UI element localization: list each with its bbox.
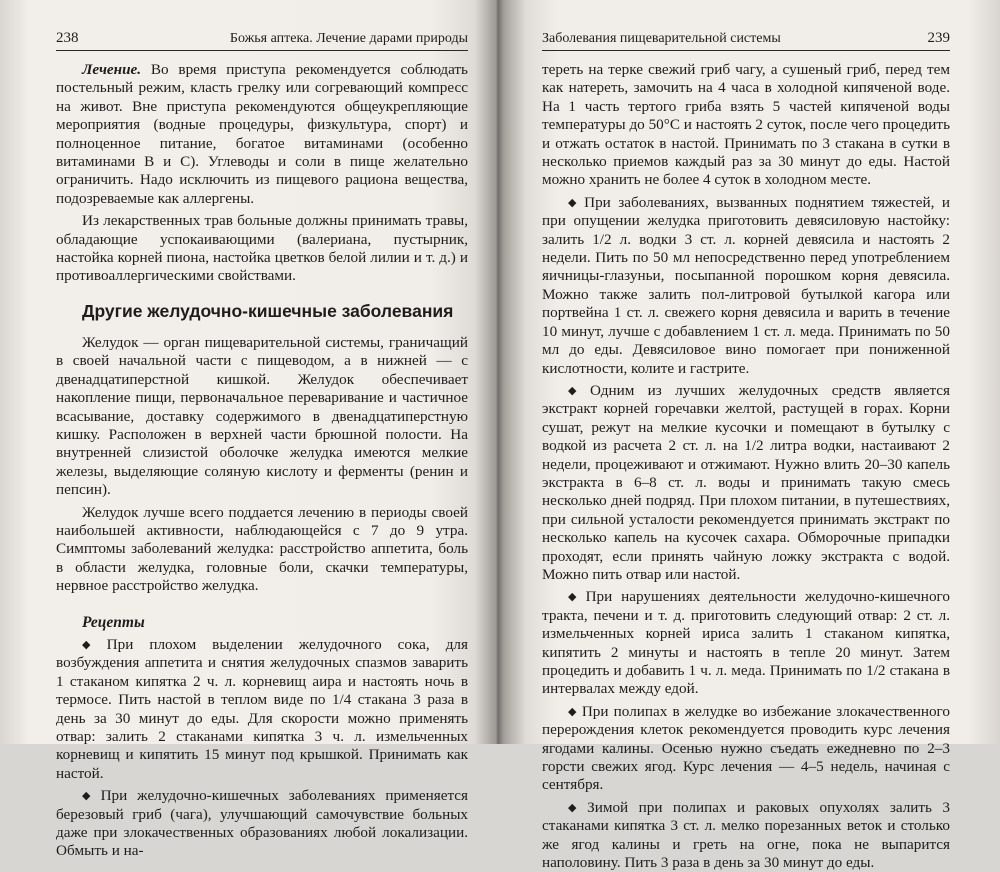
section-heading: Другие желудочно-кишечные заболевания	[82, 300, 454, 321]
recipe-item: ◆ При полипах в желудке во избежание злокачественного перерождения клеток рекомендуется проводить курс лечения ягодами калины. Осенью нужно съедать ежедневно по 2–3 горсти свежих ягод. Курс лечения — 4–5 недель, начиная с сентября.	[542, 702, 950, 794]
right-page-body	[542, 61, 950, 872]
diamond-bullet-icon: ◆	[568, 705, 578, 718]
diamond-bullet-icon: ◆	[568, 384, 586, 397]
paragraph-stomach: Желудок — орган пищеварительной системы, граничащий в своей начальной части с пищеводом, а в нижней — с двенадцатиперстной кишкой. Желудок обеспечивает накопление пищи, первоначальное переваривание и частичное всасывание, доставку содержимого в двенадцатиперстную кишку. Расположен в верхней части брюшной полости. На внутренней слизистой оболочке желудка имеются мелкие железы, выделяющие соляную кислоту и ферменты (ренин и пепсин).	[56, 333, 468, 499]
running-head-title-right: Заболевания пищеварительной системы	[542, 31, 781, 46]
run-in-heading: Лечение.	[82, 61, 142, 78]
page-number-right: 239	[927, 30, 950, 46]
diamond-bullet-icon: ◆	[568, 196, 581, 209]
diamond-bullet-icon: ◆	[82, 638, 103, 651]
paragraph-herbs: Из лекарственных трав больные должны принимать травы, обладающие успокаивающими (валериана, пустырник, настойка корней пиона, настойка цветков белой лилии и т. д.) и противоаллергическими свойствами.	[56, 212, 468, 285]
diamond-bullet-icon: ◆	[568, 801, 584, 814]
recipe-item: ◆ При заболеваниях, вызванных поднятием тяжестей, и при опущении желудка приготовить девясиловую настойку: залить 1/2 л. водки 3 ст. л. корней девясила и настоять 2 недели. Пить по 50 мл непосредственно перед употреблением яичницы-глазуньи, посыпанной порошком корня девясила. Можно также залить пол-литровой бутылкой кагора или портвейна 1 ст. л. свежего корня девясила и варить в течение 10 минут, лучше с добавлением 1 ст. л. меда. Принимать по 50 мл до еды. Девясиловое вино помогает при пониженной кислотности, колите и гастрите.	[542, 193, 950, 377]
paragraph-symptoms: Желудок лучше всего поддается лечению в периоды своей наибольшей активности, наблюдающейся с 7 до 9 утра. Симптомы заболеваний желудка: расстройство аппетита, боль в области желудка, головные боли, скачки температуры, нервное расстройство желудка.	[56, 503, 468, 595]
recipe-item: ◆ При желудочно-кишечных заболеваниях применяется березовый гриб (чага), улучшающий самочувствие больных даже при злокачественных образованиях любой локализации. Обмыть и на-	[56, 787, 468, 860]
page-number-left: 238	[56, 30, 79, 46]
recipe-item: ◆ Одним из лучших желудочных средств является экстракт корней горечавки желтой, растущей в горах. Корни сушат, режут на мелкие кусочки и помещают в бутылку с водкой из расчета 2 ст. л. на 1/2 литра водки, настаивают 2 недели, процеживают и отжимают. Нужно влить 20–30 капель экстракта в 6–8 ст. л. воды и принимать такую смесь несколько дней подряд. При плохом питании, в путешествиях, при сильной усталости рекомендуется принимать экстракт по несколько капель на кусочек сахара. Обморочные припадки проходят, если принять чайную ложку экстракта с водой. Можно пить отвар или настой.	[542, 381, 950, 583]
subsection-heading: Рецепты	[82, 613, 145, 631]
right-page	[498, 0, 1000, 872]
running-head-title-left: Божья аптека. Лечение дарами природы	[229, 31, 468, 46]
left-page	[0, 0, 498, 860]
recipe-item: ◆ При нарушениях деятельности желудочно-кишечного тракта, печени и т. д. приготовить следующий отвар: 2 ст. л. измельченных корней ириса залить 1 стаканом кипятка, кипятить 2 минуты и настоять в тепле 20 минут. Затем процедить и добавить 1 ч. л. меда. Принимать по 1/2 стакана в интервалах между едой.	[542, 588, 950, 698]
running-head-right	[542, 30, 950, 51]
paragraph-treatment: Лечение. Во время приступа рекомендуется соблюдать постельный режим, класть грелку или согревающий компресс на живот. Вне приступа рекомендуются общеукрепляющие мероприятия (водные процедуры, физкультура, спорт) и полноценное питание, богатое витаминами (особенно витаминами В и С). Углеводы и соли в пище желательно ограничить. Надо исключить из пищевого рациона вещества, подозреваемые как аллергены.	[56, 61, 468, 207]
recipe-item: ◆ При плохом выделении желудочного сока, для возбуждения аппетита и снятия желудочных спазмов заварить 1 стаканом кипятка 2 ч. л. корневищ аира и настоять ночь в термосе. Пить настой в теплом виде по 1/4 стакана 3 раза в день за 30 минут до еды. Для скорости можно применять отвар: залить 2 стаканами кипятка 3 ч. л. измельченных корневищ и кипятить 15 минут под крышкой. Принимать как настой.	[56, 635, 468, 782]
diamond-bullet-icon: ◆	[82, 790, 97, 803]
running-head-left	[56, 30, 468, 51]
left-page-body	[56, 61, 468, 861]
diamond-bullet-icon: ◆	[568, 591, 582, 604]
recipe-item: ◆ Зимой при полипах и раковых опухолях залить 3 стаканами кипятка 3 ст. л. мелко порезанных веток и столько же ягод калины и греть на огне, пока не выпарится наполовину. Пить 3 раза в день за 30 минут до еды.	[542, 798, 951, 872]
paragraph-continuation: тереть на терке свежий гриб чагу, а сушеный гриб, перед тем как натереть, замочить на 4 часа в холодной кипяченой воде. На 1 часть тертого гриба взять 5 частей кипяченой воды температуры до 50°С и настоять 2 суток, после чего процедить и отжать остаток в настой. Принимать по 3 стакана в сутки в несколько приемов каждый раз за 30 минут до еды. Настой можно хранить не более 4 суток в холодном месте.	[542, 61, 950, 189]
